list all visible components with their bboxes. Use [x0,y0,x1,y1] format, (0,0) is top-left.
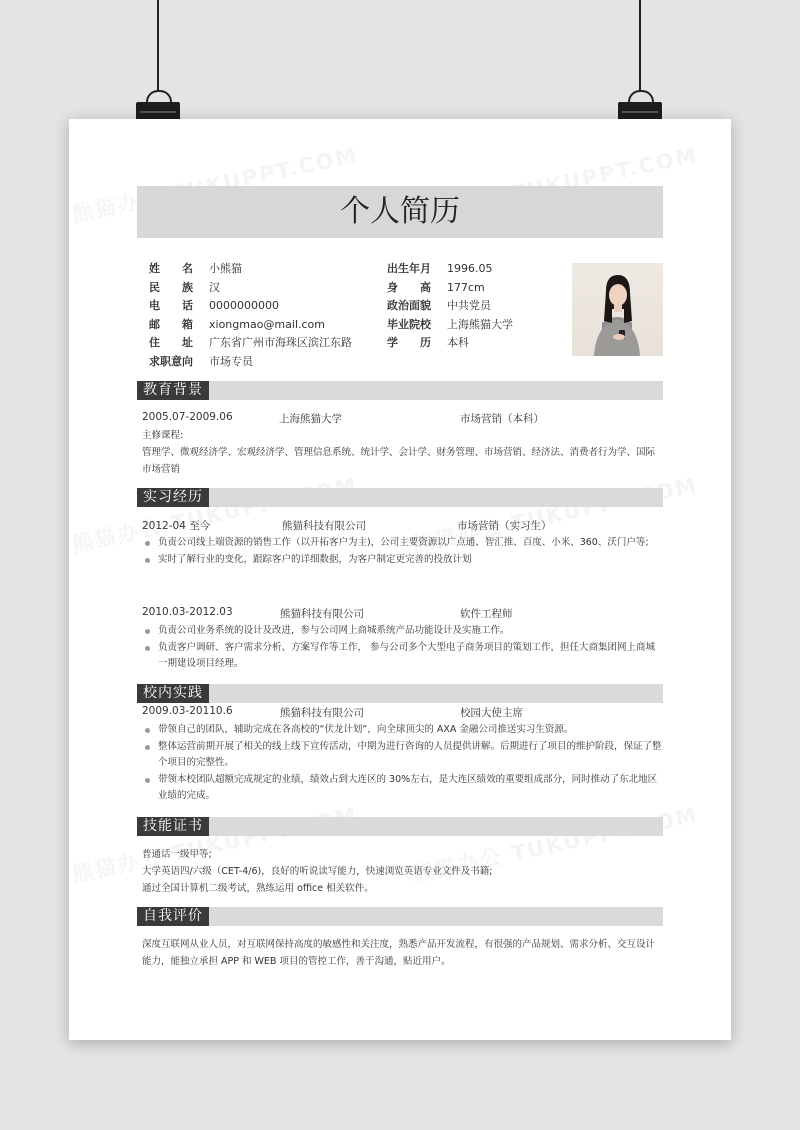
job-company: 熊猫科技有限公司 [280,608,364,620]
bullet-item: 负责客户调研、客户需求分析、方案写作等工作， 参与公司多个大型电子商务项目的策划工作，担任大商集团网上商城一期建设项目经理。 [142,640,662,673]
campus-role: 校园大使主席 [460,707,523,719]
job-bullets [142,535,662,568]
info-key: 民 族 [149,280,193,294]
info-row [149,316,352,335]
info-key: 住 址 [149,336,193,349]
bullet-item: 带领自己的团队，辅助完成在各高校的“伏龙计划”，向全球顶尖的 AXA 金融公司推送实习生资源。 [142,722,662,739]
info-key: 出生年月 [387,262,431,275]
section-bar [137,381,663,400]
page-title: 个人简历 [137,186,663,238]
job-role: 市场营销（实习生） [457,520,552,532]
info-row [387,279,513,298]
profile-photo [572,263,663,356]
personal-info-right [387,260,513,353]
info-row [149,334,352,353]
job-bullets [142,623,662,673]
job-role: 软件工程师 [460,608,513,620]
section-title-skills: 技能证书 [137,817,209,836]
education-period: 2005.07-2009.06 [142,411,233,423]
section-bar [137,907,663,926]
bullet-item: 负责公司业务系统的设计及改进，参与公司网上商城系统产品功能设计及实施工作。 [142,623,662,640]
info-key: 邮 箱 [149,317,193,331]
hanging-wire-left [157,0,159,92]
job-period: 2010.03-2012.03 [142,606,233,618]
info-key: 学 历 [387,336,431,349]
info-row [149,260,352,279]
education-school: 上海熊猫大学 [279,413,342,425]
bullet-item: 带领本校团队超额完成规定的业绩，绩效占到大连区的 30%左右，是大连区绩效的重要组成部分，同时推动了东北地区业绩的完成。 [142,772,662,805]
bullet-item: 负责公司线上端资源的销售工作（以开拓客户为主)，公司主要资源以广点通、智汇推、百度、小米、360、沃门户等; [142,535,662,552]
info-row [387,297,513,316]
resume-paper [69,119,731,1040]
info-row [149,297,352,316]
section-title-self-evaluation: 自我评价 [137,907,209,926]
info-row [387,316,513,335]
skill-line: 大学英语四/六级（CET-4/6)，良好的听说读写能力，快速浏览英语专业文件及书籍; [142,866,493,877]
info-key: 政治面貌 [387,299,431,312]
info-key: 求职意向 [149,354,193,368]
job-company: 熊猫科技有限公司 [282,520,366,532]
job-period: 2012-04 至今 [142,520,211,532]
bullet-item: 整体运营前期开展了相关的线上线下宣传活动，中期为进行咨询的人员提供讲解。后期进行了项目的维护阶段，保证了整个项目的完整性。 [142,739,662,772]
info-row [149,353,352,372]
info-value: 本科 [447,336,469,349]
courses-label: 主修课程: [142,430,184,441]
campus-period: 2009.03-20110.6 [142,705,233,717]
info-value: 汉 [209,280,220,294]
info-value: 1996.05 [447,262,493,275]
info-key: 毕业院校 [387,317,431,331]
courses-list: 管理学、微观经济学、宏观经济学、管理信息系统、统计学、会计学、财务管理、市场营销、经济法、消费者行为学、国际市场营销 [142,447,656,475]
info-value: 市场专员 [209,354,253,368]
info-value: 中共党员 [447,299,491,312]
personal-info-left [149,260,352,371]
info-value: 广东省广州市海珠区滨江东路 [209,336,352,349]
hanging-wire-right [639,0,641,92]
bullet-item: 实时了解行业的变化，跟踪客户的详细数据，为客户制定更完善的投放计划 [142,552,662,569]
section-title-education: 教育背景 [137,381,209,400]
info-row [387,260,513,279]
skill-line: 普通话一级甲等; [142,849,212,860]
self-evaluation-text: 深度互联网从业人员，对互联网保持高度的敏感性和关注度，熟悉产品开发流程，有很强的产品规划、需求分析、交互设计能力，能独立承担 APP 和 WEB 项目的管控工作，善于沟通，贴近用户。 [142,939,656,967]
info-value: 0000000000 [209,299,279,312]
info-row [149,279,352,298]
info-value: 177cm [447,280,485,294]
campus-bullets [142,722,662,805]
education-major: 市场营销（本科） [460,413,544,425]
campus-company: 熊猫科技有限公司 [280,707,364,719]
section-bar [137,684,663,703]
section-title-campus: 校内实践 [137,684,209,703]
section-title-internship: 实习经历 [137,488,209,507]
info-key: 姓 名 [149,262,193,275]
section-bar [137,488,663,507]
section-bar [137,817,663,836]
info-key: 电 话 [149,299,193,312]
info-value: xiongmao@mail.com [209,317,325,331]
info-value: 上海熊猫大学 [447,317,513,331]
skill-line: 通过全国计算机二级考试，熟练运用 office 相关软件。 [142,883,374,894]
info-row [387,334,513,353]
info-key: 身 高 [387,280,431,294]
info-value: 小熊猫 [209,262,242,275]
